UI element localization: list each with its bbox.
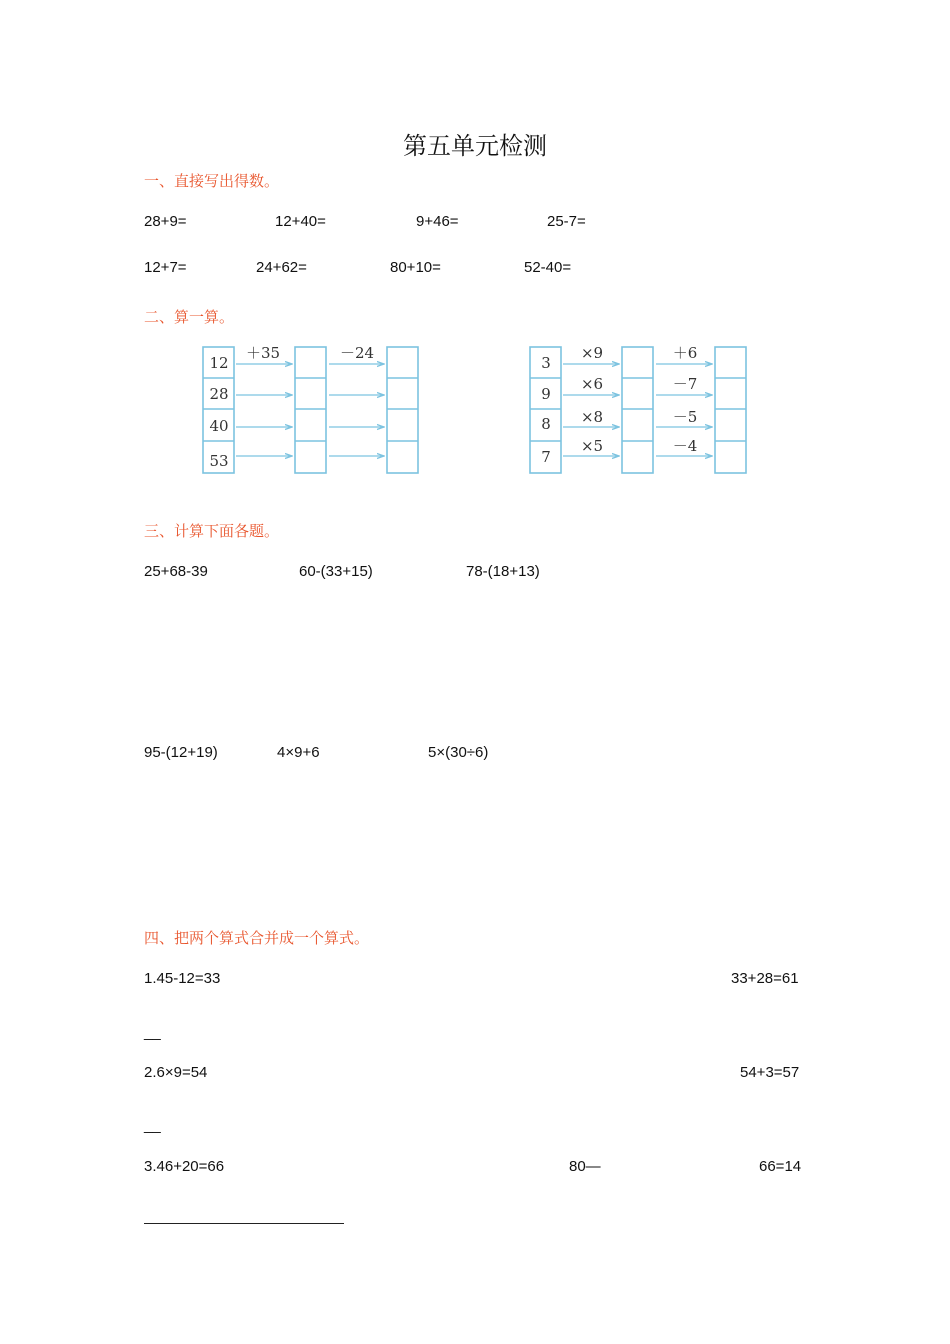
problem: 25-7= [547, 213, 586, 230]
section-1-heading: 一、直接写出得数。 [144, 172, 280, 190]
operation-label: ＋6 [672, 344, 698, 362]
operation-label: －5 [672, 408, 698, 426]
given-equation: 80— [569, 1158, 601, 1175]
answer-column-2 [715, 347, 746, 473]
chain-1 [203, 347, 418, 473]
section-3-heading: 三、计算下面各题。 [144, 522, 280, 540]
problem: 12+7= [144, 259, 187, 276]
answer-column-1 [295, 347, 326, 473]
problem: 80+10= [390, 259, 441, 276]
answer-blank[interactable]: __ [144, 1024, 161, 1041]
given-equation: 66=14 [759, 1158, 802, 1175]
input-value: 40 [209, 417, 229, 435]
answer-column-1 [622, 347, 653, 473]
operation-label: －24 [339, 344, 375, 362]
given-equation: 33+28=61 [731, 970, 799, 987]
calculation-chains [0, 0, 950, 500]
answer-column-2 [387, 347, 418, 473]
input-value: 8 [541, 415, 551, 433]
section-2-heading: 二、算一算。 [144, 308, 235, 326]
expression: 60-(33+15) [299, 563, 373, 580]
operation-label: ×5 [580, 437, 604, 455]
problem: 9+46= [416, 213, 459, 230]
problem: 24+62= [256, 259, 307, 276]
given-equation: 3.46+20=66 [144, 1158, 225, 1175]
operation-label: ×8 [580, 408, 604, 426]
page-title: 第五单元检测 [403, 132, 547, 160]
section-4-heading: 四、把两个算式合并成一个算式。 [144, 929, 370, 947]
input-value: 28 [209, 385, 229, 403]
expression: 78-(18+13) [466, 563, 540, 580]
problem: 52-40= [524, 259, 572, 276]
problem: 12+40= [275, 213, 326, 230]
input-value: 3 [541, 354, 551, 372]
given-equation: 2.6×9=54 [144, 1064, 208, 1081]
operation-label: ＋35 [245, 344, 281, 362]
input-value: 7 [541, 448, 551, 466]
chain-2 [530, 347, 746, 473]
input-value: 53 [209, 452, 229, 470]
operation-label: ×9 [580, 344, 604, 362]
operation-label: －4 [672, 437, 698, 455]
given-equation: 1.45-12=33 [144, 970, 221, 987]
answer-line[interactable] [144, 1223, 344, 1224]
expression: 5×(30÷6) [428, 744, 489, 761]
input-value: 9 [541, 385, 551, 403]
operation-label: ×6 [580, 375, 604, 393]
input-value: 12 [209, 354, 229, 372]
expression: 95-(12+19) [144, 744, 218, 761]
given-equation: 54+3=57 [740, 1064, 800, 1081]
answer-blank[interactable]: __ [144, 1117, 161, 1134]
operation-label: －7 [672, 375, 698, 393]
expression: 4×9+6 [277, 744, 320, 761]
problem: 28+9= [144, 213, 187, 230]
expression: 25+68-39 [144, 563, 208, 580]
